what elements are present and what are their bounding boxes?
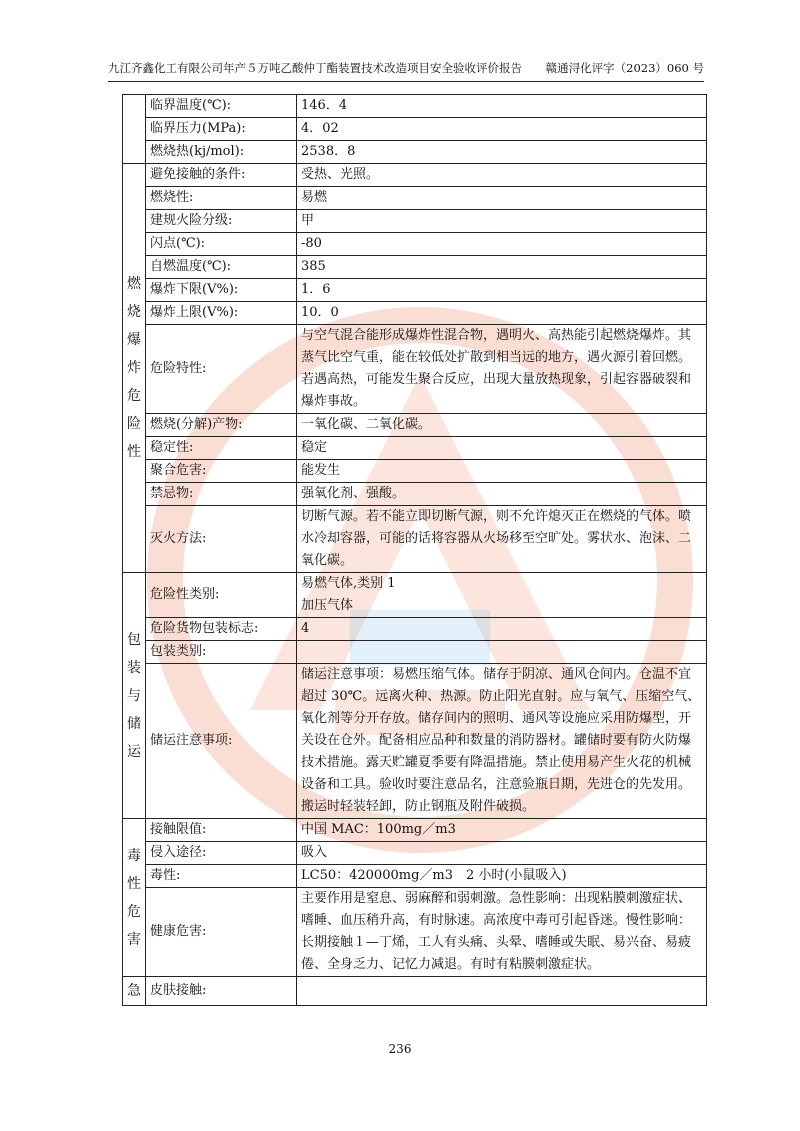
row-value-text: 中国 MAC：100mg／m3 [301, 822, 456, 837]
row-label: 闪点(℃): [146, 233, 297, 256]
row-value-text: 2538．8 [301, 144, 356, 159]
table-row [123, 483, 707, 506]
row-value [297, 506, 707, 573]
table-row [123, 95, 707, 118]
row-value [297, 95, 707, 118]
row-value-text: 易燃气体,类别 1 [301, 576, 396, 591]
section-category: 急 [123, 977, 146, 1006]
table-row [123, 325, 707, 414]
row-value [297, 187, 707, 210]
row-label: 危险特性: [146, 325, 297, 414]
table-row [123, 302, 707, 325]
row-value-text: 甲 [301, 213, 315, 228]
row-label: 燃烧(分解)产物: [146, 414, 297, 437]
row-value-text [301, 980, 702, 1002]
row-value [297, 279, 707, 302]
row-value-text: 一氧化碳、二氧化碳。 [301, 417, 432, 432]
table-row [123, 819, 707, 842]
table-row [123, 141, 707, 164]
row-value-text-2: 加压气体 [301, 598, 354, 613]
row-value [297, 437, 707, 460]
row-value-text: 切断气源。若不能立即切断气源，则不允许熄灭正在燃烧的气体。喷水冷却容器，可能的话将容器从火场移至空旷处。雾状水、泡沫、二氧化碳。 [301, 509, 692, 568]
sds-table [122, 94, 707, 1006]
row-value-text: -80 [301, 236, 322, 251]
row-value-text: 146．4 [301, 98, 348, 113]
row-value-text: 1．6 [301, 282, 331, 297]
section-category: 毒 性 危 害 [123, 819, 146, 977]
table-row [123, 256, 707, 279]
table-row [123, 977, 707, 1006]
page-header [108, 60, 704, 82]
table-row [123, 437, 707, 460]
row-label: 聚合危害: [146, 460, 297, 483]
row-value [297, 819, 707, 842]
row-value-text: 稳定 [301, 440, 328, 455]
row-value [297, 664, 707, 819]
row-label: 危险性类别: [146, 573, 297, 618]
row-value [297, 302, 707, 325]
table-row [123, 842, 707, 865]
row-value-text: 储运注意事项：易燃压缩气体。储存于阴凉、通风仓间内。仓温不宜超过 30℃。远离火种、热源。防止阳光直射。应与氧气、压缩空气、氧化剂等分开存放。储存间内的照明、通风等设施应采用防爆型，开关设在仓外。配备相应品种和数量的消防器材。罐储时要有防火防爆技术措施。露天贮罐夏季要有降温措施。禁止使用易产生火花的机械设备和工具。验收时要注意品名，注意验瓶日期，先进仓的先发用。搬运时轻装轻卸，防止钢瓶及附件破损。 [301, 667, 701, 814]
row-label: 健康危害: [146, 888, 297, 977]
row-value [297, 618, 707, 641]
section-category: 包 装 与 储 运 [123, 573, 146, 819]
row-value [297, 233, 707, 256]
row-value [297, 977, 707, 1006]
row-value [297, 414, 707, 437]
row-value-text: 4 [301, 621, 310, 636]
table-row [123, 641, 707, 664]
table-row [123, 618, 707, 641]
row-value [297, 842, 707, 865]
table-row [123, 233, 707, 256]
row-value [297, 483, 707, 506]
row-label: 燃烧热(kj/mol): [146, 141, 297, 164]
report-code: 赣通浔化评字（2023）060 号 [545, 61, 704, 75]
row-value-text: 385 [301, 259, 326, 274]
row-label: 侵入途径: [146, 842, 297, 865]
table-row [123, 118, 707, 141]
row-value-text: 吸入 [301, 845, 328, 860]
row-label: 危险货物包装标志: [146, 618, 297, 641]
row-label: 灭火方法: [146, 506, 297, 573]
row-value-text: 10．0 [301, 305, 339, 320]
row-label: 毒性: [146, 865, 297, 888]
table-row [123, 573, 707, 618]
row-label: 皮肤接触: [146, 977, 297, 1006]
row-value [297, 210, 707, 233]
row-label: 稳定性: [146, 437, 297, 460]
row-value-text: 易燃 [301, 190, 328, 205]
row-value [297, 460, 707, 483]
row-value [297, 865, 707, 888]
row-value-text: 强氧化剂、强酸。 [301, 486, 406, 501]
section-category: 燃 烧 爆 炸 危 险 性 [123, 164, 146, 573]
row-label: 自燃温度(℃): [146, 256, 297, 279]
row-value [297, 888, 707, 977]
row-value [297, 325, 707, 414]
section-category [123, 95, 146, 164]
report-title: 九江齐鑫化工有限公司年产５万吨乙酸仲丁酯装置技术改造项目安全验收评价报告 [108, 61, 522, 75]
row-value [297, 256, 707, 279]
row-label: 爆炸下限(V%): [146, 279, 297, 302]
table-row [123, 210, 707, 233]
row-value-text: 4．02 [301, 121, 339, 136]
row-value [297, 573, 707, 618]
row-value-text: LC50：420000mg／m3 2 小时(小鼠吸入) [301, 868, 567, 883]
row-label: 临界温度(℃): [146, 95, 297, 118]
row-label: 禁忌物: [146, 483, 297, 506]
row-value-text [301, 641, 702, 663]
table-row [123, 506, 707, 573]
row-value [297, 118, 707, 141]
table-row [123, 414, 707, 437]
table-row [123, 664, 707, 819]
row-label: 接触限值: [146, 819, 297, 842]
table-row [123, 888, 707, 977]
row-label: 临界压力(MPa): [146, 118, 297, 141]
row-label: 爆炸上限(V%): [146, 302, 297, 325]
row-label: 储运注意事项: [146, 664, 297, 819]
row-value [297, 141, 707, 164]
table-row [123, 865, 707, 888]
table-row [123, 187, 707, 210]
row-value [297, 641, 707, 664]
row-label: 避免接触的条件: [146, 164, 297, 187]
row-value [297, 164, 707, 187]
row-value-text: 主要作用是窒息、弱麻醉和弱刺激。急性影响：出现粘膜刺激症状、嗜睡、血压稍升高，有时脉速。高浓度中毒可引起昏迷。慢性影响：长期接触１—丁烯，工人有头痛、头晕、嗜睡或失眠、易兴奋、易疲倦、全身乏力、记忆力减退。有时有粘膜刺激症状。 [301, 891, 692, 972]
table-row [123, 164, 707, 187]
row-label: 建规火险分级: [146, 210, 297, 233]
table-row [123, 460, 707, 483]
row-label: 包装类别: [146, 641, 297, 664]
row-value-text: 受热、光照。 [301, 167, 380, 182]
page-number: 236 [388, 1042, 412, 1056]
table-row [123, 279, 707, 302]
row-label: 燃烧性: [146, 187, 297, 210]
row-value-text: 能发生 [301, 463, 341, 478]
row-value-text: 与空气混合能形成爆炸性混合物，遇明火、高热能引起燃烧爆炸。其蒸气比空气重，能在较低处扩散到相当远的地方，遇火源引着回燃。若遇高热，可能发生聚合反应，出现大量放热现象，引起容器破裂和爆炸事故。 [301, 328, 692, 409]
